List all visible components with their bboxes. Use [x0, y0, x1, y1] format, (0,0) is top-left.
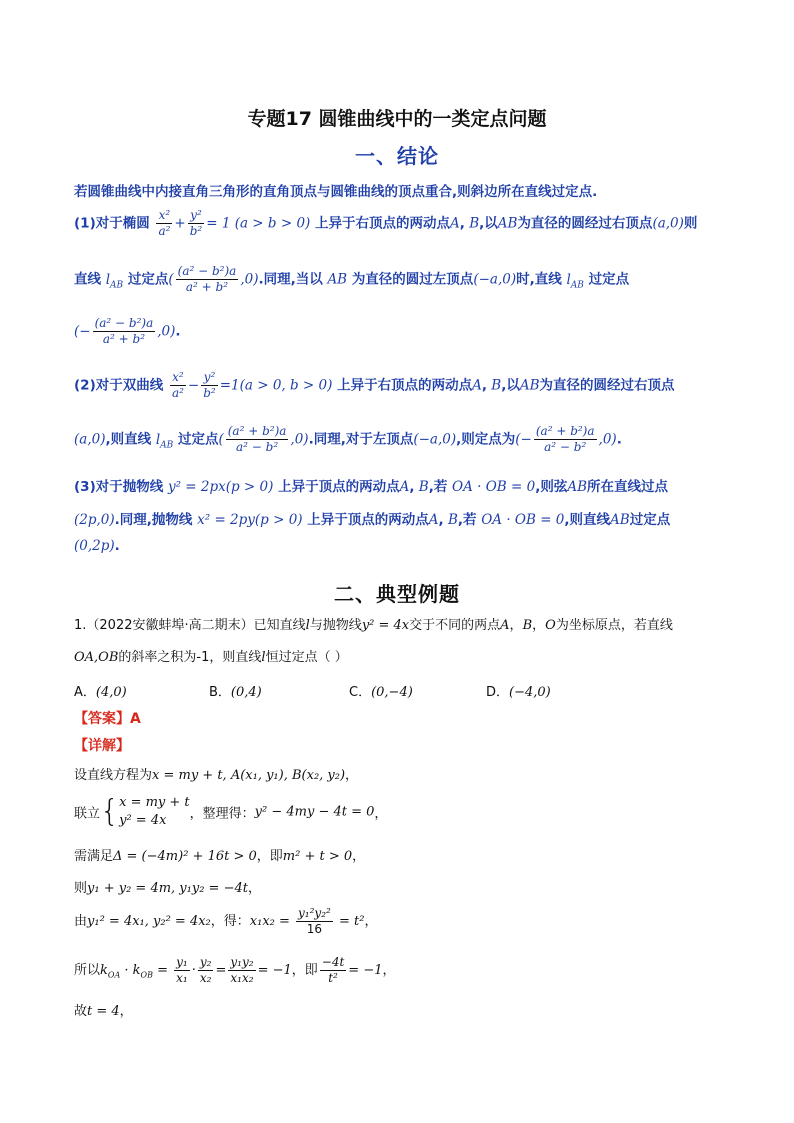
item1-line2: 直线 $l_{AB}$ 过定点( $\frac{\text{(a² − b²)a}}{\text{a² + b²}}$ ,0).同理,当以 AB 为直径的圆过左顶点(−a,0)时,直线 $l_{AB}$ 过定点: [74, 264, 630, 294]
step-6-frac-4: $\frac{-4t}{\text{t²}}$: [321, 955, 345, 985]
item1-left-point-frac: $\frac{\text{(a² − b²)a}}{\text{a² + b²}}$: [94, 316, 154, 346]
ellipse-y-term: $\frac{\text{y²}}{\text{b²}}$: [189, 208, 203, 238]
option-d-value: (−4,0): [509, 685, 551, 700]
step-5-mid: ，得：: [210, 914, 250, 929]
item2-point-frac: $\frac{\text{(a² + b²)a}}{\text{a² − b²}}$: [227, 424, 287, 454]
step-6-mid: ，即: [291, 963, 318, 978]
item1-text-b: 上异于右顶点的两动点: [315, 215, 451, 232]
section-heading-examples: 二、典型例题: [334, 582, 460, 606]
step-4-end: ，: [247, 881, 261, 896]
item2-text-d: 为直径的圆经过右顶点: [539, 377, 675, 394]
step-3-mid: ，即: [256, 849, 283, 864]
item2-l2-c: .同理,对于左顶点: [308, 431, 414, 448]
item2-text-b: 上异于右顶点的两动点: [337, 377, 473, 394]
step-2-mid: ，整理得：: [189, 806, 255, 822]
step-1-text: 设直线方程为: [74, 768, 153, 783]
step-5-end: ，: [364, 914, 378, 929]
item2-left-point-frac: $\frac{\text{(a² + b²)a}}{\text{a² − b²}}$: [535, 424, 595, 454]
step-3-end: ，: [352, 849, 366, 864]
item3-l2-e: 过定点: [629, 512, 671, 528]
question1-text-1: 与抛物线: [309, 618, 362, 633]
item1-l2-d: 为直径的圆过左顶点: [351, 271, 474, 288]
item1-text-e: 则: [683, 215, 698, 232]
item3-text-a: (3)对于抛物线: [74, 479, 164, 495]
step-4: 则y₁ + y₂ = 4m, y₁y₂ = −4t，: [74, 881, 261, 896]
item3-l2-b: 上异于顶点的两动点: [307, 512, 429, 528]
option-a-label: A．: [74, 685, 96, 700]
option-c[interactable]: [349, 681, 413, 700]
step-6-end: ，: [382, 963, 396, 978]
detail-label: 【详解】: [74, 738, 130, 754]
question1-text-6: 恒过定点（ ）: [265, 650, 348, 665]
item2-line2: (a,0),则直线 $l_{AB}$ 过定点( $\frac{\text{(a² + b²)a}}{\text{a² − b²}}$ ,0).同理,对于左顶点(−a,0),则定点为(− $\frac{\text{(a² + b²)a}}{\text{a² − b²}}$ ,0).: [74, 424, 622, 454]
conclusion-intro: 若圆锥曲线中内接直角三角形的直角顶点与圆锥曲线的顶点重合,则斜边所在直线过定点.: [74, 184, 598, 200]
option-d-label: D．: [486, 685, 510, 700]
option-b-value: (0,4): [230, 685, 262, 700]
step-1: 设直线方程为x = my + t, A(x₁, y₁), B(x₂, y₂)，: [74, 768, 359, 783]
answer-label: 【答案】A: [74, 711, 141, 727]
question1-text-2: 交于不同的两点: [409, 618, 501, 633]
item3-l2-a: .同理,抛物线: [114, 512, 193, 528]
hyperbola-y-term: $\frac{\text{y²}}{\text{b²}}$: [203, 370, 216, 400]
question1-line1: 1.（2022安徽蚌埠·高二期末）已知直线l与抛物线y² = 4x交于不同的两点A，B，O为坐标原点，若直线: [74, 618, 673, 633]
item3-line1: (3)对于抛物线 y² = 2px(p > 0) 上异于顶点的两动点A, B,若 OA · OB = 0,则弦AB所在直线过点: [74, 479, 669, 495]
step-6-text: 所以: [74, 963, 101, 978]
step-3-text: 需满足: [74, 849, 114, 864]
option-b-label: B．: [209, 685, 231, 700]
step-2: 联立{ x = my + t y² = 4x ，整理得：y² − 4my − 4t = 0，: [74, 794, 388, 829]
question1-text-5: ，则直线: [209, 650, 262, 665]
item2-l2-b: 过定点: [177, 431, 219, 448]
item1-l2-e: 时,直线: [516, 271, 562, 288]
option-a-value: (4,0): [95, 685, 127, 700]
section-heading-conclusion: 一、结论: [355, 144, 439, 168]
item1-line3: (− $\frac{\text{(a² − b²)a}}{\text{a² + b²}}$ ,0).: [74, 316, 181, 346]
step-3: 需满足Δ = (−4m)² + 16t > 0，即m² + t > 0，: [74, 849, 366, 864]
item2-text-a: (2)对于双曲线: [74, 377, 164, 394]
item1-text-c: ,以: [479, 215, 498, 232]
item1-l2-a: 直线: [74, 271, 101, 288]
item3-text-e: 所在直线过点: [587, 479, 669, 495]
page-title: 专题17 圆锥曲线中的一类定点问题: [247, 108, 547, 130]
step-6-frac-3: $\frac{\text{y₁y₂}}{\text{x₁x₂}}$: [230, 955, 254, 985]
item1-point-frac: $\frac{\text{(a² − b²)a}}{\text{a² + b²}}$: [177, 264, 237, 294]
item3-text-b: 上异于顶点的两动点: [278, 479, 400, 495]
item1-text-d: 为直径的圆经过右顶点: [517, 215, 653, 232]
option-d[interactable]: [486, 681, 551, 700]
step-6-frac-2: $\frac{\text{y₂}}{\text{x₂}}$: [199, 955, 212, 985]
item3-l2-d: ,则直线: [564, 512, 611, 528]
step-6: 所以$k_{OA} \cdot k_{OB}$ = $\frac{\text{y₁}}{\text{x₁}}$ · $\frac{\text{y₂}}{\text{x₂}}$ = $\frac{\text{y₁y₂}}{\text{x₁x₂}}$ = −1，即 $\frac{-4t}{\text{t²}}$ = −1，: [74, 955, 396, 985]
step-5-frac: $\frac{\text{y₁²y₂²}}{16}$: [298, 906, 331, 936]
ellipse-x-term: $\frac{\text{x²}}{\text{a²}}$: [158, 208, 171, 238]
item1-l2-b: 过定点: [127, 271, 169, 288]
question1-text-3: 为坐标原点，若直线: [555, 618, 673, 633]
item3-l2-c: ,若: [457, 512, 477, 528]
item2-l2-a: ,则直线: [105, 431, 152, 448]
question1-prefix: 1.（2022安徽蚌埠·高二期末）已知直线: [74, 618, 306, 633]
hyperbola-x-term: $\frac{\text{x²}}{\text{a²}}$: [171, 370, 184, 400]
question1-line2: OA,OB的斜率之积为-1，则直线l恒过定点（ ）: [74, 650, 348, 665]
step-7-text: 故: [74, 1004, 88, 1019]
item1-l2-c: .同理,当以: [258, 271, 323, 288]
step-2-end: ，: [374, 806, 388, 822]
item1-l2-f: 过定点: [588, 271, 630, 288]
option-b[interactable]: [209, 681, 262, 700]
item3-text-d: ,则弦: [535, 479, 568, 495]
step-2-text: 联立: [74, 806, 101, 822]
item2-line1: (2)对于双曲线 $\frac{\text{x²}}{\text{a²}}$ − $\frac{\text{y²}}{\text{b²}}$ =1(a > 0, b > 0) 上异于右顶点的两动点A, B,以AB为直径的圆经过右顶点: [74, 370, 675, 400]
step-1-end: ，: [345, 768, 359, 783]
item3-text-c: ,若: [428, 479, 448, 495]
option-a[interactable]: [74, 681, 127, 700]
question1-text-4: 的斜率之积为: [118, 650, 197, 665]
option-c-label: C．: [349, 685, 372, 700]
item2-l2-d: ,则定点为: [456, 431, 516, 448]
item1-line1: (1)对于椭圆 $\frac{\text{x²}}{\text{a²}}$ + $\frac{\text{y²}}{\text{b²}}$ = 1 (a > b > 0) 上异于右顶点的两动点A, B,以AB为直径的圆经过右顶点(a,0)则: [74, 208, 698, 238]
item1-text-a: (1)对于椭圆: [74, 215, 150, 232]
system-brace: {: [100, 794, 120, 829]
step-7: 故t = 4，: [74, 1004, 133, 1019]
item3-line3: (0,2p).: [74, 538, 120, 554]
step-7-end: ，: [119, 1004, 133, 1019]
option-c-value: (0,−4): [371, 685, 413, 700]
item2-text-c: ,以: [501, 377, 520, 394]
step-6-frac-1: $\frac{\text{y₁}}{\text{x₁}}$: [176, 955, 188, 985]
step-5-text: 由: [74, 914, 88, 929]
item3-line2: (2p,0).同理,抛物线 x² = 2py(p > 0) 上异于顶点的两动点A, B,若 OA · OB = 0,则直线AB过定点: [74, 512, 671, 528]
step-5: 由y₁² = 4x₁, y₂² = 4x₂，得：x₁x₂ = $\frac{\text{y₁²y₂²}}{16}$ = t²，: [74, 906, 378, 936]
step-4-text: 则: [74, 881, 88, 896]
